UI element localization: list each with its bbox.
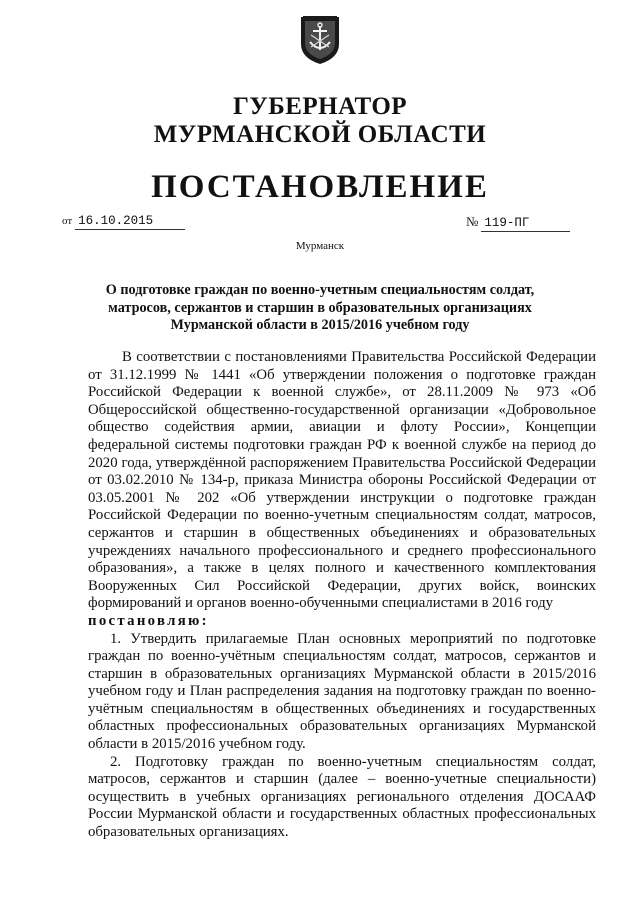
date-field: [62, 214, 185, 230]
number-value: 119-ПГ: [481, 216, 570, 232]
document-type-heading: ПОСТАНОВЛЕНИЕ: [151, 169, 489, 205]
date-prefix: от: [62, 215, 73, 227]
city-label: Мурманск: [295, 240, 345, 252]
number-field: [466, 214, 570, 232]
title-line: Мурманской области в 2015/2016 учебном году: [170, 317, 470, 333]
coat-of-arms-icon: [298, 14, 342, 66]
authority-line-2: МУРМАНСКОЙ ОБЛАСТИ: [153, 121, 487, 148]
clause-2: 2. Подготовку граждан по военно-учетным специальностям солдат, матросов, сержантов и старшин (далее – военно-учетные специальности) осуществить в учебных организациях регионального отделения ДОСААФ России Мурманской области и государственных областных профессиональных образовательных организациях.: [88, 753, 596, 841]
number-prefix: №: [466, 214, 479, 229]
preamble-text: В соответствии с постановлениями Правительства Российской Федерации от 31.12.1999 № 1441 «Об утверждении положения о подготовке граждан Российской Федерации к военной службе», от 28.11.2009 № 973 «Об Общероссийской общественно-государственной организации «Добровольное общество содействия армии, авиации и флоту России», Концепции федеральной системы подготовки граждан РФ к военной службе на период до 2020 года, утверждённой распоряжением Правительства Российской Федерации от 03.02.2010 № 134-р, приказа Министра обороны Российской Федерации от 03.05.2001 № 202 «Об утверждении инструкции о подготовке граждан Российской Федерации по военно-учетным специальностям солдат, матросов, сержантов и старшин в общественных объединениях и образовательных учреждениях начального профессионального и среднего профессионального образования», а также в целях полного и качественного комплектования Вооруженных Сил Российской Федерации, других войск, воинских формирований и органов военно-обученными специалистами в 2016 году: [88, 349, 596, 612]
authority-line-1: ГУБЕРНАТОР: [232, 93, 408, 120]
document-title: [60, 282, 580, 335]
preamble-paragraph: [88, 349, 596, 613]
title-line: О подготовке граждан по военно-учетным специальностям солдат,: [105, 282, 535, 298]
title-line: матросов, сержантов и старшин в образовательных организациях: [108, 299, 532, 316]
date-value: 16.10.2015: [75, 214, 185, 230]
decree-word: постановляю:: [88, 612, 209, 629]
clause-1: 1. Утвердить прилагаемые План основных мероприятий по подготовке граждан по военно-учётным специальностям солдат, матросов, сержантов и старшин в образовательных организациях Мурманской области в 2015/2016 учебном году и План распределения задания на подготовку граждан по военно-учётным специальностям в общественных объединениях и государственных областных профессиональных образовательных организациях Мурманской области в 2015/2016 учебном году.: [88, 630, 596, 753]
document-body: [88, 349, 596, 842]
